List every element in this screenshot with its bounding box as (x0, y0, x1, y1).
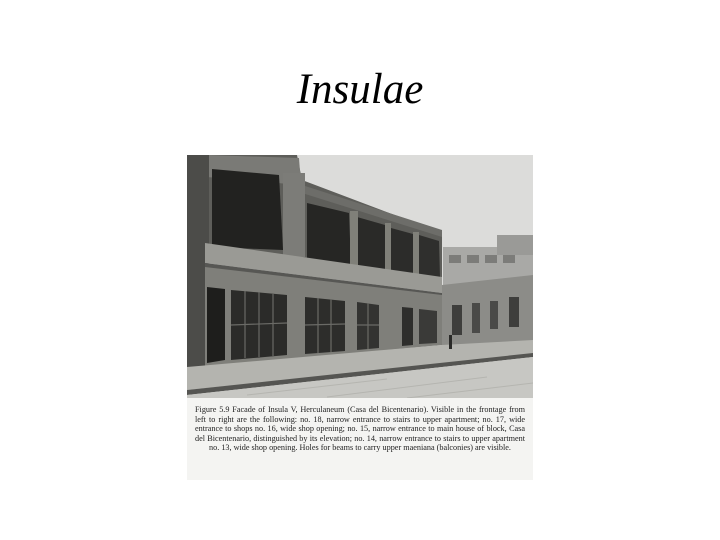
figure (187, 155, 533, 480)
street-facade-photo (187, 155, 533, 398)
figure-caption: Figure 5.9 Facade of Insula V, Herculaneum (Casa del Bicentenario). Visible in the frontage from left to right are the following: no. 18, narrow entrance to stairs to upper apartment; no. 17, wide entrance to shops no. 16, wide shop opening; no. 15, narrow entrance to main house of block, Casa del Bicentenario, distinguished by its elevation; no. 14, narrow entrance to stairs to upper apartment no. 13, wide shop opening. Holes for beams to carry upper maeniana (balconies) are visible. (195, 405, 525, 453)
slide-title: Insulae (296, 66, 424, 113)
